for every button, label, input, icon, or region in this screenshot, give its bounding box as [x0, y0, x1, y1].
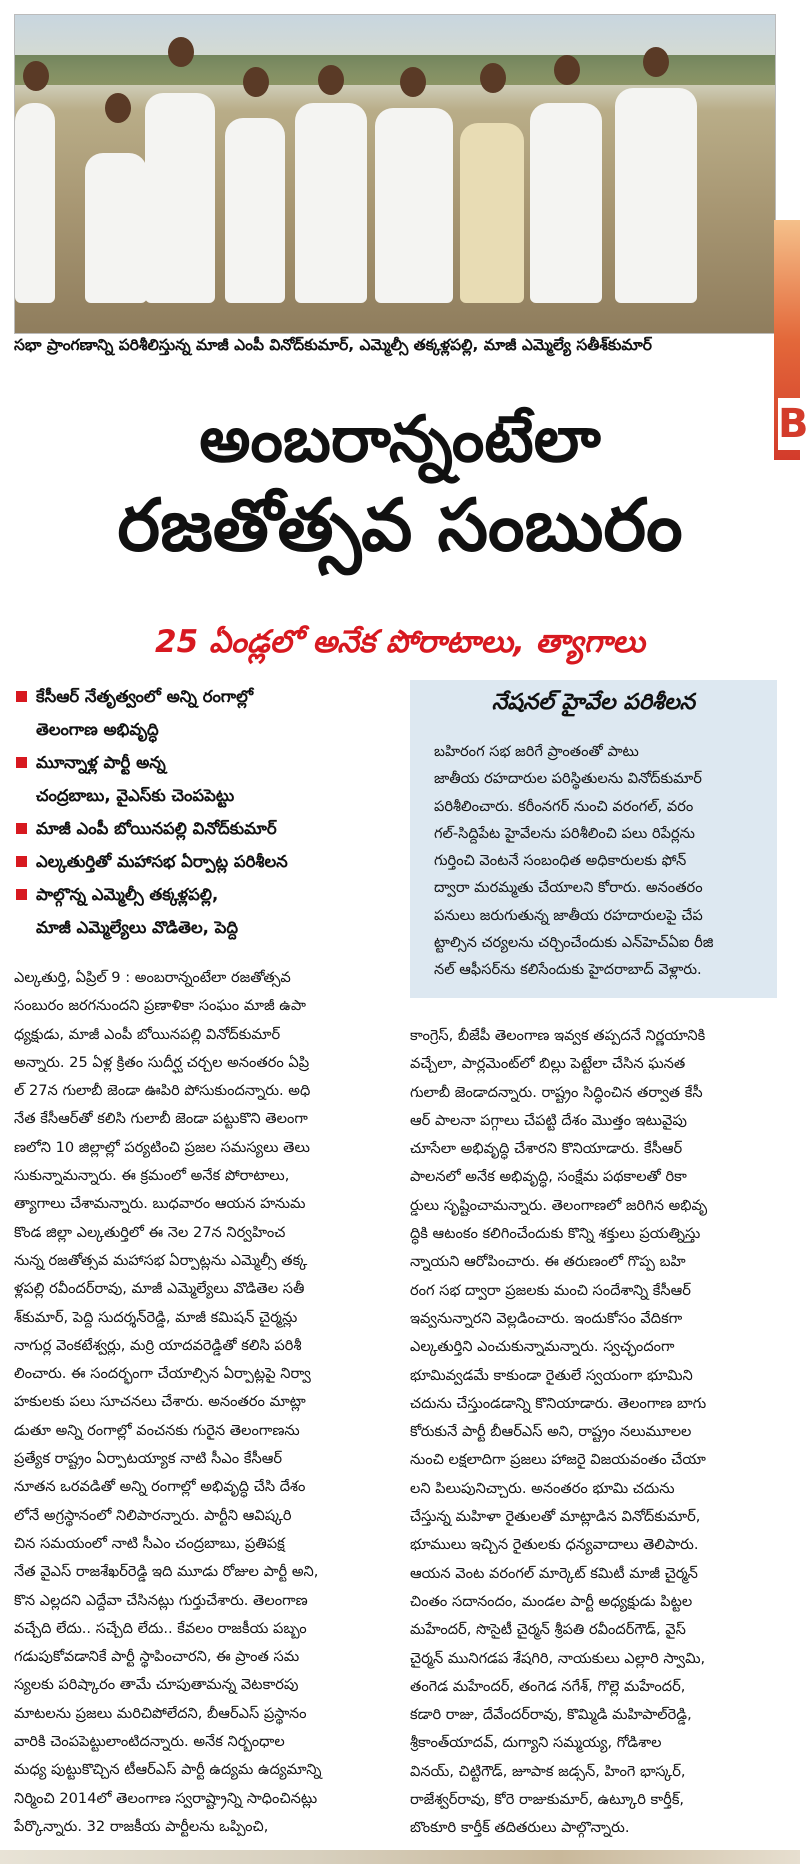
article-column-1 — [14, 964, 386, 1841]
article-line: మధ్య పుట్టుకొచ్చిన టీఆర్‌ఎస్ పార్టీ ఉద్యమ ఉద్యమాన్ని — [14, 1761, 322, 1779]
person-figure — [145, 93, 215, 303]
article-line: వినయ్, చిట్టిగౌడ్, జూపాక జడ్సన్, హింగె భాస్కర్, — [410, 1762, 686, 1780]
article-line: ధ్యక్షుడు, మాజీ ఎంపీ బోయినపల్లి వినోద్‌కుమార్ — [14, 1025, 281, 1043]
sidebar-line: గుర్తించి వెంటనే సంబంధిత అధికారులకు ఫోన్ — [434, 852, 687, 870]
article-line: నాగుర్ల వెంకటేశ్వర్లు, మర్రి యాదవరెడ్డితో కలిసి పరిశీ — [14, 1336, 302, 1354]
article-line: చిన సమయంలో నాటి సీఎం చంద్రబాబు, ప్రతిపక్ష — [14, 1534, 285, 1552]
person-figure — [295, 103, 367, 303]
person-figure — [85, 153, 147, 303]
article-line: పాలనలో అనేక అభివృద్ధి, సంక్షేమ పథకాలతో రికా — [410, 1168, 687, 1186]
article-line: చూసేలా అభివృద్ధి చేశారని కొనియాడారు. కేసీఆర్ — [410, 1140, 683, 1158]
article-line: రంగ సభ ద్వారా ప్రజలకు మంచి సందేశాన్ని కేసీఆర్ — [410, 1281, 691, 1299]
highlight-text: తెలంగాణ అభివృద్ధి — [36, 720, 159, 739]
article-line: ప్రత్యేక రాష్ట్రం ఏర్పాటయ్యాక నాటి సీఎం కేసీఆర్ — [14, 1450, 282, 1468]
sidebar-line: ట్టాల్సిన చర్యలను చర్చించేందుకు ఎన్‌హెచ్ఏఐ రీజి — [434, 934, 714, 952]
highlight-text: చంద్రబాబు, వైఎస్‌కు చెంపపెట్టు — [36, 786, 235, 805]
sidebar-title: నేషనల్ హైవేల పరిశీలన — [491, 690, 696, 715]
article-line: భూమివ్వడమే కాకుండా రైతులే స్వయంగా భూమిని — [410, 1366, 693, 1384]
article-line: చదును చేస్తుండడాన్ని కొనియాడారు. తెలంగాణ బాగు — [410, 1394, 707, 1412]
article-line: శ్‌కుమార్, పెద్ది సుదర్శన్‌రెడ్డి, మాజీ కమిషన్ చైర్మన్లు — [14, 1308, 298, 1326]
article-line: ఆయన వెంట వరంగల్ మార్కెట్ కమిటీ మాజీ చైర్మన్ — [410, 1564, 698, 1582]
person-figure — [225, 118, 285, 303]
article-line: ద్ధికి ఆటంకం కలిగించేందుకు కొన్ని శక్తులు ప్రయత్నిస్తు — [410, 1225, 701, 1243]
article-line: సంబురం జరగనుందని ప్రణాళికా సంఘం మాజీ ఉపా — [14, 997, 306, 1015]
sidebar-line: బహిరంగ సభ జరిగే ప్రాంతంతో పాటు — [434, 743, 639, 760]
article-line: వారికి చెంపపెట్టులాంటిదన్నారు. అనేక నిర్బంధాల — [14, 1733, 285, 1751]
article-line: కాంగ్రెస్, బీజేపీ తెలంగాణ ఇవ్వక తప్పదనే నిర్ణయానికి — [410, 1027, 706, 1044]
article-line: అన్నారు. 25 ఏళ్ల క్రితం సుదీర్ఘ చర్చల అనంతరం ఏప్రి — [14, 1053, 310, 1071]
article-line: వచ్చేలా, పార్లమెంట్‌లో బిల్లు పెట్టేలా చేసిన ఘనత — [410, 1055, 686, 1073]
highlights-list — [14, 680, 404, 944]
highlight-text: పాల్గొన్న ఎమ్మెల్సీ తక్కళ్లపల్లి, — [36, 885, 219, 904]
person-figure — [530, 103, 602, 303]
person-head — [168, 37, 194, 67]
highlight-item — [14, 845, 404, 878]
person-figure — [375, 108, 453, 303]
article-line: కడారి రాజు, దేవేందర్‌రావు, కొమ్మిడి మహిపాల్‌రెడ్డి, — [410, 1706, 692, 1724]
article-line: ర్డులు సృష్టించామన్నారు. తెలంగాణలో జరిగిన అభివృ — [410, 1196, 708, 1214]
article-line: న్నాయని ఆరోపించారు. ఈ తరుణంలో గొప్ప బహి — [410, 1253, 686, 1271]
article-line: ఆర్ పాలనా పగ్గాలు చేపట్టి దేశం మొత్తం ఇటువైపు — [410, 1111, 687, 1129]
highlight-text: మాజీ ఎమ్మెల్యేలు వొడితెల, పెద్ది — [36, 918, 239, 937]
person-head — [105, 93, 131, 123]
person-head — [23, 61, 49, 91]
article-line: ళ్లపల్లి రవీందర్‌రావు, మాజీ ఎమ్మెల్యేలు వొడితెల సతీ — [14, 1280, 305, 1298]
article-line: శ్రీకాంత్‌యాదవ్, దుగ్యాని సమ్మయ్య, గోడిశాల — [410, 1734, 662, 1752]
sidebar-line: నల్ ఆఫీసర్‌ను కలిసేందుకు హైదరాబాద్ వెళ్లారు. — [434, 961, 702, 979]
article-line: ఎల్కతుర్తి, ఏప్రిల్ 9 : అంబరాన్నంటేలా రజతోత్సవ — [14, 969, 291, 986]
subheadline: 25 ఏండ్లలో అనేక పోరాటాలు, త్యాగాలు — [155, 624, 645, 660]
person-figure — [15, 103, 55, 303]
article-line: చింతం సదానందం, మండల పార్టీ అధ్యక్షుడు పిట్టల — [410, 1592, 693, 1610]
headline-line-1: అంబరాన్నంటేలా — [199, 403, 601, 477]
highlight-item — [14, 680, 404, 746]
person-head — [480, 63, 506, 93]
article-column-2 — [410, 1022, 772, 1843]
article-line: నున్న రజతోత్సవ మహాసభ ఏర్పాట్లను ఎమ్మెల్సీ తక్క — [14, 1251, 308, 1269]
article-line: నుంచి లక్షలాదిగా ప్రజలు హాజరై విజయవంతం చేయా — [410, 1451, 706, 1469]
sidebar-body — [434, 738, 763, 984]
article-line: ల్ 27న గులాబీ జెండా ఊపిరి పోసుకుందన్నారు. అధి — [14, 1082, 311, 1100]
highlight-text: ఎల్కతుర్తితో మహాసభ ఏర్పాట్ల పరిశీలన — [36, 852, 288, 871]
bottom-image-strip — [0, 1850, 800, 1864]
article-line: ఇవ్వనున్నారని వెల్లడించారు. ఇందుకోసం వేదికగా — [410, 1309, 683, 1327]
article-line: భూములు ఇచ్చిన రైతులకు ధన్యవాదాలు తెలిపారు. — [410, 1536, 699, 1554]
article-line: తంగెడ మహేందర్, తంగెడ నగేశ్, గొల్లె మహేందర్, — [410, 1677, 686, 1695]
article-line: మాటలను ప్రజలు మరిచిపోలేదని, బీఆర్‌ఎస్ ప్రస్థానం — [14, 1704, 307, 1722]
article-line: లని పిలుపునిచ్చారు. అనంతరం భూమి చదును — [410, 1479, 675, 1497]
article-line: సుకున్నామన్నారు. ఈ క్రమంలో అనేక పోరాటాలు, — [14, 1167, 290, 1185]
highlight-text: మాజీ ఎంపీ బోయినపల్లి వినోద్‌కుమార్ — [36, 819, 277, 838]
article-line: గడుపుకోవడానికే పార్టీ స్థాపించారని, ఈ ప్రాంత సమ — [14, 1648, 300, 1666]
article-line: నేత వైఎస్ రాజశేఖర్‌రెడ్డి ఇది మూడు రోజుల పార్టీ అని, — [14, 1563, 319, 1581]
article-line: నిర్మించి 2014లో తెలంగాణ స్వరాష్ట్రాన్ని సాధించినట్లు — [14, 1789, 318, 1807]
side-letter-graphic: B — [778, 398, 800, 450]
article-line: నేత కేసీఆర్‌తో కలిసి గులాబీ జెండా పట్టుకొని తెలంగా — [14, 1110, 308, 1128]
person-head — [554, 55, 580, 85]
highlight-text: కేసీఆర్ నేతృత్వంలో అన్ని రంగాల్లో — [36, 687, 254, 706]
article-line: డుతూ అన్ని రంగాల్లో వంచనకు గురైన తెలంగాణను — [14, 1421, 300, 1439]
sidebar-line: పరిశీలించారు. కరీంనగర్ నుంచి వరంగల్, వరం — [434, 797, 694, 815]
highlight-item — [14, 878, 404, 944]
article-line: పేర్కొన్నారు. 32 రాజకీయ పార్టీలను ఒప్పించి, — [14, 1817, 269, 1835]
article-line: రాజేశ్వర్‌రావు, కోరె రాజుకుమార్, ఉట్కూరి కార్తీక్, — [410, 1791, 685, 1809]
article-line: ణలోని 10 జిల్లాల్లో పర్యటించి ప్రజల సమస్యలు తెలు — [14, 1138, 310, 1156]
article-line: మహేందర్, సొసైటీ చైర్మన్ శ్రీపతి రవీందర్‌గౌడ్, వైస్ — [410, 1621, 686, 1639]
article-line: త్యాగాలు చేశామన్నారు. బుధవారం ఆయన హనుమ — [14, 1195, 306, 1213]
person-head — [400, 67, 426, 97]
person-head — [318, 65, 344, 95]
sidebar-line: పనులు జరుగుతున్న జాతీయ రహదారులపై చేప — [434, 906, 703, 924]
headline-line-2: రజతోత్సవ సంబురం — [117, 483, 683, 567]
article-line: చైర్మన్ మునిగడప శేషగిరి, నాయకులు ఎల్లారి స్వామి, — [410, 1649, 706, 1667]
photo-caption: సభా ప్రాంగణాన్ని పరిశీలిస్తున్న మాజీ ఎంపీ వినోద్‌కుమార్, ఎమ్మెల్సీ తక్కళ్లపల్లి, మాజీ ఎమ్మెల్యే సతీశ్‌కుమార్ — [14, 336, 652, 354]
article-line: స్యలకు పరిష్కారం తామే చూపుతామన్న వెటకారపు — [14, 1676, 299, 1694]
article-line: గులాబీ జెండాదన్నారు. రాష్ట్రం సిద్ధించిన తర్వాత కేసీ — [410, 1083, 703, 1101]
article-line: కోరుకునే పార్టీ బీఆర్‌ఎస్ అని, రాష్ట్రం నలుమూలల — [410, 1423, 692, 1441]
article-line: వచ్చేది లేదు.. సచ్చేది లేదు.. కేవలం రాజకీయ పబ్బం — [14, 1619, 307, 1637]
person-head — [643, 47, 669, 77]
article-line: నూతన ఒరవడితో అన్ని రంగాల్లో అభివృద్ధి చేసి దేశం — [14, 1478, 306, 1496]
sidebar-box — [410, 680, 777, 998]
article-line: ఎల్కతుర్తిని ఎంచుకున్నామన్నారు. స్వచ్ఛందంగా — [410, 1338, 675, 1356]
article-line: చేస్తున్న మహిళా రైతులతో మాట్లాడిన వినోద్‌కుమార్, — [410, 1508, 701, 1526]
article-line: హకులకు పలు సూచనలు చేశారు. అనంతరం మాట్లా — [14, 1393, 306, 1411]
sidebar-line: ద్వారా మరమ్మతు చేయాలని కోరారు. అనంతరం — [434, 879, 703, 897]
person-figure — [615, 88, 697, 303]
article-line: బొంకూరి కార్తీక్ తదితరులు పాల్గొన్నారు. — [410, 1819, 630, 1837]
article-line: లోనే అగ్రస్థానంలో నిలిపారన్నారు. పార్టీని ఆవిష్కరి — [14, 1506, 292, 1524]
highlight-text: మూన్నాళ్ల పార్టీ అన్న — [36, 753, 166, 772]
person-head — [243, 67, 269, 97]
article-line: కొండ జిల్లా ఎల్కతుర్తిలో ఈ నెల 27న నిర్వహించ — [14, 1223, 286, 1241]
article-line: లించారు. ఈ సందర్భంగా చేయాల్సిన ఏర్పాట్లపై నిర్వా — [14, 1365, 311, 1383]
highlight-item — [14, 746, 404, 812]
sidebar-line: జాతీయ రహదారుల పరిస్థితులను వినోద్‌కుమార్ — [434, 770, 702, 788]
person-figure — [460, 123, 524, 303]
sidebar-line: గల్-సిద్దిపేట హైవేలను పరిశీలించి పలు రిపేర్లను — [434, 824, 695, 842]
highlight-item — [14, 812, 404, 845]
article-line: కొన ఎల్లదని ఎద్దేవా చేసినట్లు గుర్తుచేశారు. తెలంగాణ — [14, 1591, 308, 1609]
news-photo — [14, 14, 776, 334]
